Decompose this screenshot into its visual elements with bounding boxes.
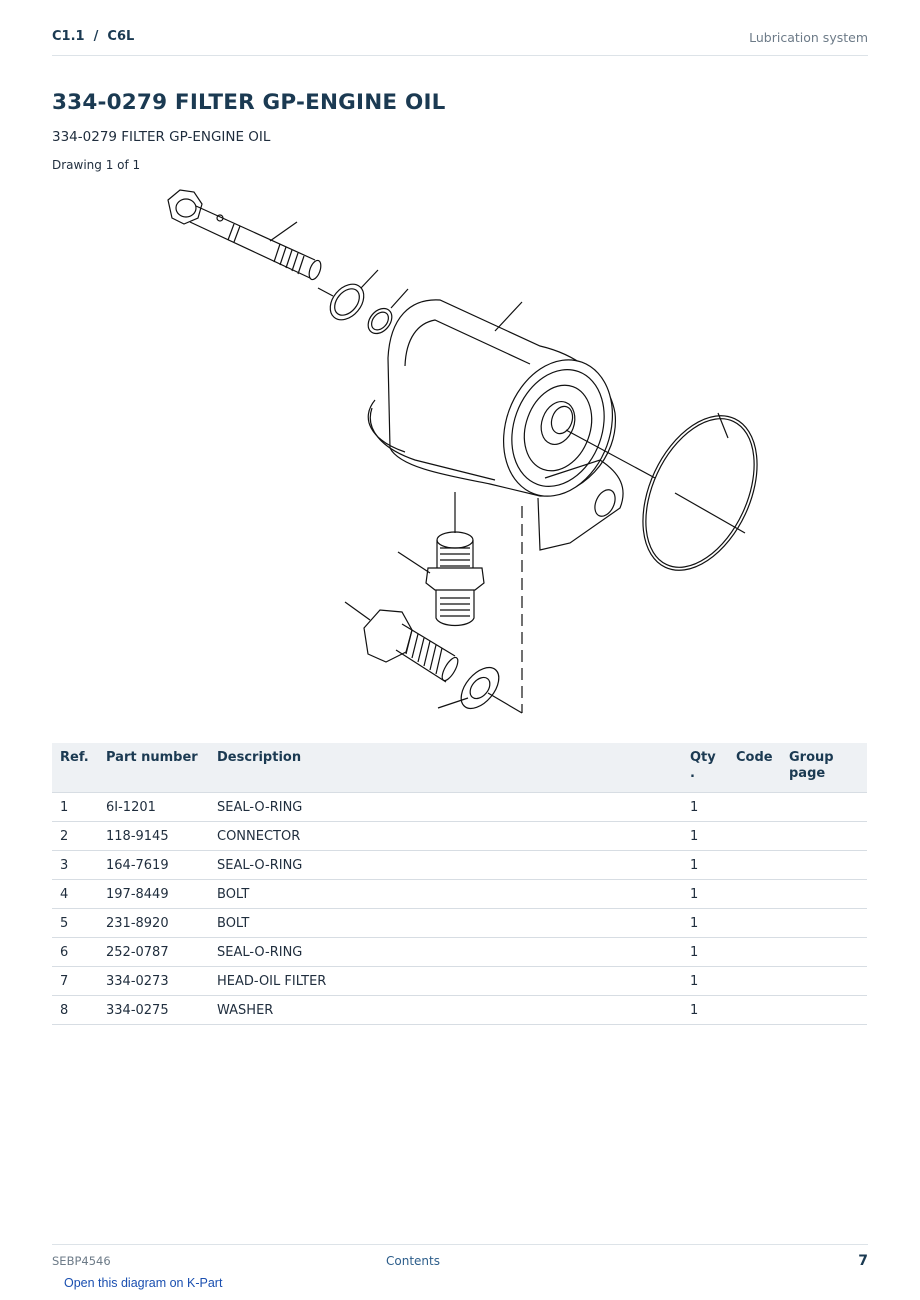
group-page-column-header: Group page — [781, 743, 867, 793]
cell-code — [728, 793, 781, 822]
cell-code — [728, 822, 781, 851]
page-number: 7 — [858, 1253, 868, 1269]
cell-ref: 4 — [52, 880, 98, 909]
cell-description: SEAL-O-RING — [209, 938, 682, 967]
cell-description: SEAL-O-RING — [209, 851, 682, 880]
cell-group-page — [781, 996, 867, 1025]
cell-ref: 1 — [52, 793, 98, 822]
cell-group-page — [781, 793, 867, 822]
cell-part-number: 6I-1201 — [98, 793, 209, 822]
cell-description: BOLT — [209, 909, 682, 938]
cell-qty: 1 — [682, 938, 728, 967]
cell-qty: 1 — [682, 880, 728, 909]
qty-column-header: Qty . — [682, 743, 728, 793]
table-row — [52, 793, 867, 822]
cell-group-page — [781, 938, 867, 967]
cell-part-number: 197-8449 — [98, 880, 209, 909]
cell-code — [728, 996, 781, 1025]
cell-part-number: 118-9145 — [98, 822, 209, 851]
table-row — [52, 822, 867, 851]
cell-code — [728, 967, 781, 996]
cell-qty: 1 — [682, 967, 728, 996]
cell-ref: 6 — [52, 938, 98, 967]
part-number-column-header: Part number — [98, 743, 209, 793]
gasket-ring-illustration — [620, 398, 770, 589]
page-header — [52, 28, 868, 56]
cell-ref: 5 — [52, 909, 98, 938]
contents-link[interactable]: Contents — [386, 1254, 440, 1268]
table-row — [52, 880, 867, 909]
cell-code — [728, 938, 781, 967]
cell-group-page — [781, 967, 867, 996]
description-column-header: Description — [209, 743, 682, 793]
cell-ref: 8 — [52, 996, 98, 1025]
cell-qty: 1 — [682, 822, 728, 851]
cell-qty: 1 — [682, 851, 728, 880]
document-number: SEBP4546 — [52, 1254, 111, 1268]
cell-ref: 3 — [52, 851, 98, 880]
cell-group-page — [781, 909, 867, 938]
cell-description: BOLT — [209, 880, 682, 909]
breadcrumb: C1.1 / C6L — [52, 29, 135, 44]
table-row — [52, 996, 867, 1025]
kpart-link[interactable]: Open this diagram on K-Part — [64, 1276, 223, 1290]
cell-code — [728, 909, 781, 938]
cell-group-page — [781, 880, 867, 909]
connector-illustration — [398, 492, 484, 626]
parts-table — [52, 743, 867, 1025]
cell-part-number: 334-0275 — [98, 996, 209, 1025]
exploded-parts-diagram — [150, 178, 770, 723]
cell-code — [728, 851, 781, 880]
cell-part-number: 334-0273 — [98, 967, 209, 996]
cell-qty: 1 — [682, 996, 728, 1025]
cell-code — [728, 880, 781, 909]
cell-qty: 1 — [682, 909, 728, 938]
cell-description: CONNECTOR — [209, 822, 682, 851]
long-bolt-illustration — [168, 190, 323, 281]
ref-column-header: Ref. — [52, 743, 98, 793]
page-title: 334-0279 FILTER GP-ENGINE OIL — [52, 90, 446, 115]
table-row — [52, 967, 867, 996]
cell-description: WASHER — [209, 996, 682, 1025]
table-row — [52, 851, 867, 880]
cell-description: HEAD-OIL FILTER — [209, 967, 682, 996]
drawing-label: Drawing 1 of 1 — [52, 158, 141, 172]
cell-ref: 7 — [52, 967, 98, 996]
filter-head-illustration — [368, 300, 655, 550]
cell-ref: 2 — [52, 822, 98, 851]
table-header-row — [52, 743, 867, 793]
washer-illustration — [438, 661, 522, 716]
cell-group-page — [781, 822, 867, 851]
cell-group-page — [781, 851, 867, 880]
cell-part-number: 252-0787 — [98, 938, 209, 967]
cell-part-number: 164-7619 — [98, 851, 209, 880]
table-row — [52, 909, 867, 938]
cell-qty: 1 — [682, 793, 728, 822]
code-column-header: Code — [728, 743, 781, 793]
cell-description: SEAL-O-RING — [209, 793, 682, 822]
table-row — [52, 938, 867, 967]
page-subtitle: 334-0279 FILTER GP-ENGINE OIL — [52, 129, 271, 145]
section-name: Lubrication system — [749, 30, 868, 45]
cell-part-number: 231-8920 — [98, 909, 209, 938]
short-bolt-illustration — [345, 602, 461, 683]
